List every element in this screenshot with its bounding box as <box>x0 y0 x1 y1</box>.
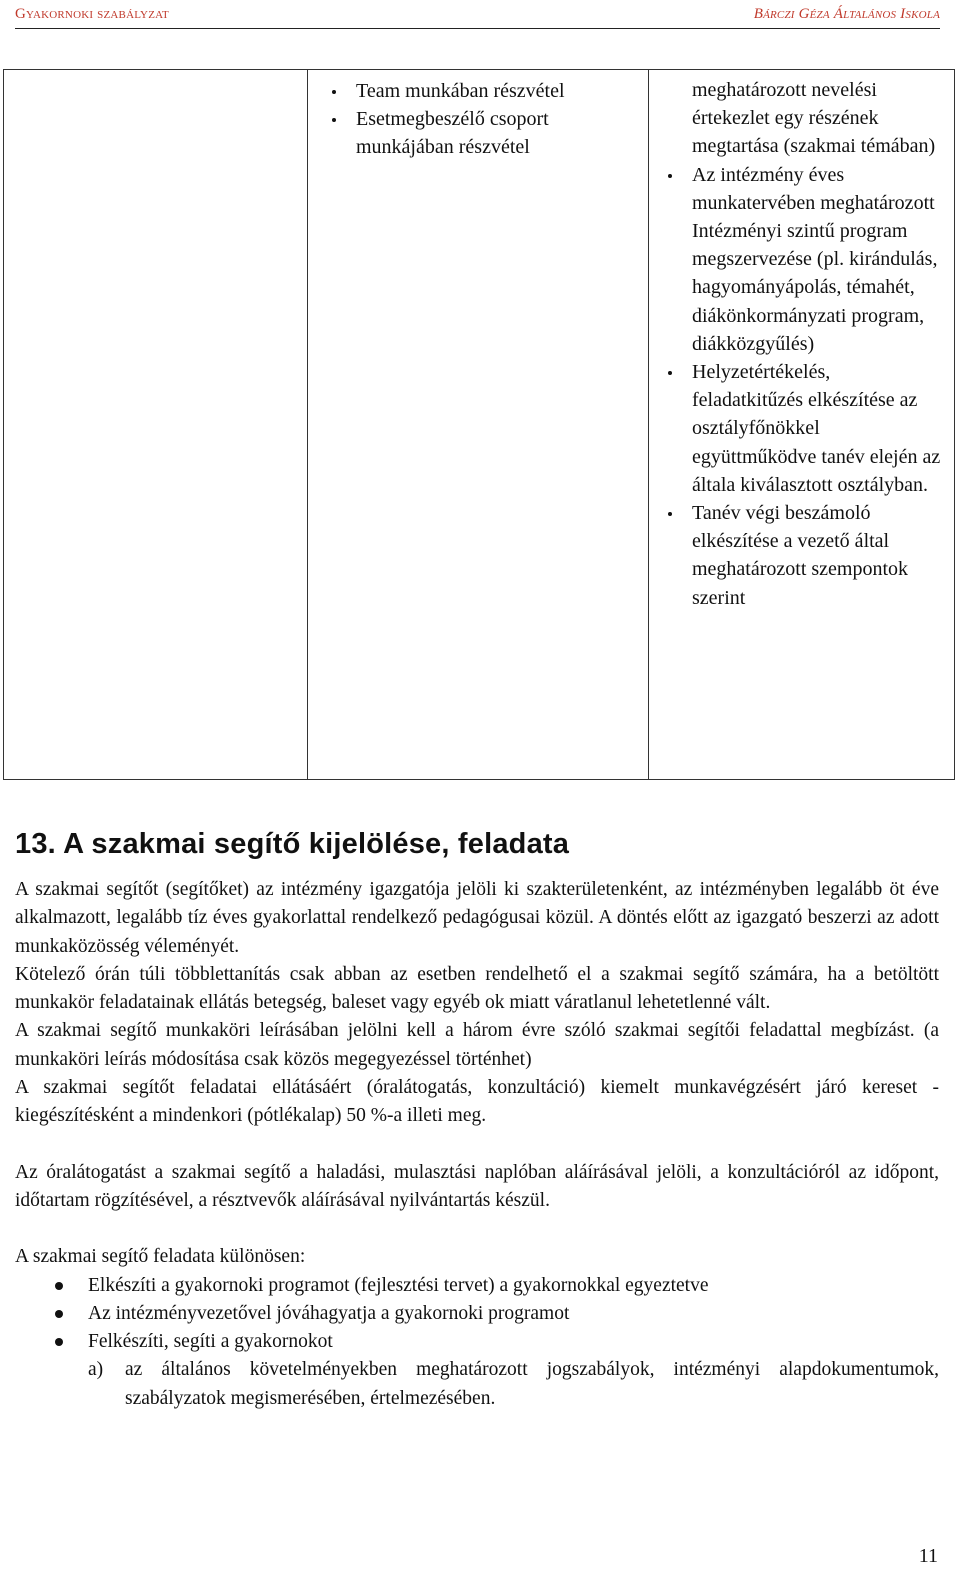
sub-item-label: a) <box>88 1359 104 1381</box>
list-item: Az intézményvezetővel jóváhagyatja a gyakornoki programot <box>88 1300 939 1328</box>
list-item: Az intézmény éves munkatervében meghatározott Intézményi szintű program megszervezése (pl. kirándulás, hagyományápolás, témahét, diákönkormányzati program, diákközgyűlés) <box>692 161 946 358</box>
paragraph: A szakmai segítő munkaköri leírásában jelölni kell a három évre szóló szakmai segítői feladattal megbízást. (a munkaköri leírás módosítása csak közös megegyezéssel történhet) <box>15 1020 939 1070</box>
paragraph: Az óralátogatást a szakmai segítő a haladási, mulasztási naplóban aláírásával jelöli, a konzultációról az időpont, időtartam rögzítésével, a résztvevők aláírásával nyilvántartás készül. <box>15 1161 939 1211</box>
table-cell-tasks <box>649 70 955 780</box>
sub-item <box>15 1356 939 1413</box>
paragraph-intro: A szakmai segítő feladata különösen: <box>15 1246 306 1268</box>
list-item: Tanév végi beszámoló elkészítése a vezető által meghatározott szempontok szerint <box>692 499 946 612</box>
sub-item-text: az általános követelményekben meghatározott jogszabályok, intézményi alapdokumentumok, szabályzatok megismerésében, értelmezésében. <box>125 1359 939 1409</box>
task-list <box>692 161 946 612</box>
activity-list <box>356 77 640 162</box>
list-item: Helyzetértékelés, feladatkitűzés elkészítése az osztályfőnökkel együttműködve tanév elején az általa kiválasztott osztályban. <box>692 358 946 499</box>
page-number: 11 <box>918 1545 938 1567</box>
table-cell-activities <box>308 70 649 780</box>
page-header <box>15 6 940 29</box>
header-document-title: Gyakornoki szabályzat <box>15 6 169 22</box>
list-item: Elkészíti a gyakornoki programot (fejlesztési tervet) a gyakornokkal egyeztetve <box>88 1272 939 1300</box>
duties-list <box>15 1272 939 1357</box>
list-item: Esetmegbeszélő csoport munkájában részvétel <box>356 105 640 161</box>
paragraph: A szakmai segítőt (segítőket) az intézmény igazgatója jelöli ki szakterületenként, az intézményben legalább öt éve alkalmazott, legalább tíz éves gyakorlattal rendelkező pedagógusai közül. A döntés előtt az igazgató beszerzi az adott munkaközösség véleményét. <box>15 879 939 957</box>
header-school-name: Bárczi Géza Általános Iskola <box>753 6 940 22</box>
paragraph: A szakmai segítőt feladatai ellátásáért (óralátogatás, konzultáció) kiemelt munkavégzésért járó kereset - kiegészítésként a mindenkori (pótlékalap) 50 %-a illeti meg. <box>15 1077 939 1127</box>
paragraph: Kötelező órán túli többlettanítás csak abban az esetben rendelhető el a szakmai segítő számára, ha a betöltött munkakör feladatainak ellátás betegség, baleset vagy egyéb ok miatt váratlanul lehetetlenné vált. <box>15 963 939 1014</box>
continued-text: meghatározott nevelési értekezlet egy részének megtartása (szakmai témában) <box>692 79 936 158</box>
section-body <box>15 876 939 1413</box>
task-table <box>3 69 955 780</box>
list-item: Felkészíti, segíti a gyakornokot <box>88 1328 939 1356</box>
list-item: Team munkában részvétel <box>356 77 640 105</box>
table-row <box>4 70 955 780</box>
section-heading: 13. A szakmai segítő kijelölése, feladata <box>15 828 570 860</box>
table-cell-empty <box>4 70 308 780</box>
